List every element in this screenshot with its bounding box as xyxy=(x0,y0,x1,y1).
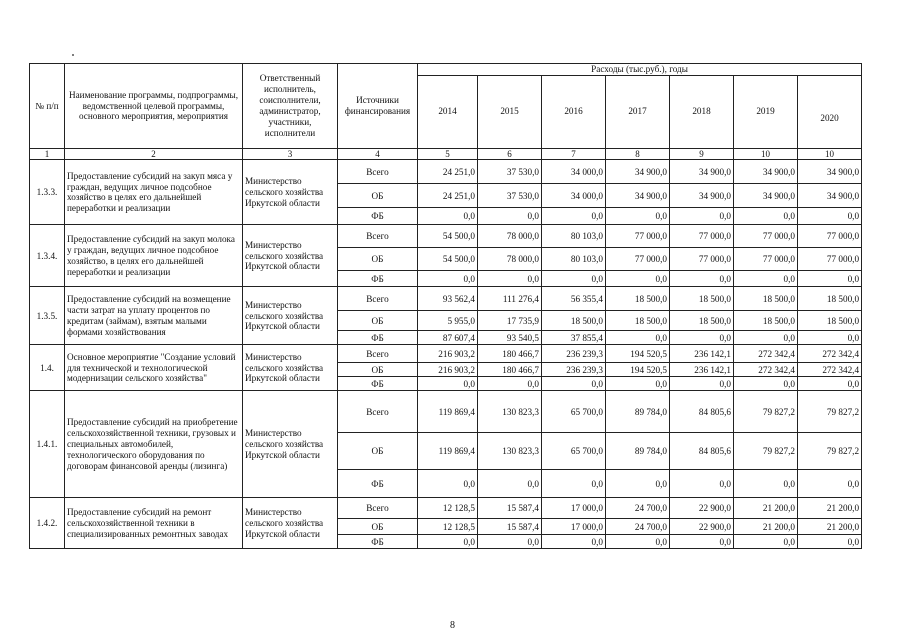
scan-speck xyxy=(72,54,74,56)
amount-cell: 0,0 xyxy=(542,377,606,391)
row-code: 1.4.1. xyxy=(30,391,65,498)
amount-cell: 93 562,4 xyxy=(418,287,478,311)
funding-source: Всего xyxy=(338,225,418,248)
amount-cell: 0,0 xyxy=(670,470,734,498)
funding-source: ФБ xyxy=(338,331,418,345)
header-num: № п/п xyxy=(30,64,65,149)
row-name: Предоставление субсидий на закуп мяса у граждан, ведущих личное подсобное хозяйство в целях его дальнейшей переработки и реализации xyxy=(65,160,243,225)
row-executor: Министерство сельского хозяйства Иркутской области xyxy=(243,160,338,225)
amount-cell: 93 540,5 xyxy=(478,331,542,345)
amount-cell: 236 142,1 xyxy=(670,345,734,363)
amount-cell: 0,0 xyxy=(670,271,734,287)
header-executor: Ответственный исполнитель, соисполнители, администратор, участники, исполнители xyxy=(243,64,338,149)
row-name: Основное мероприятие "Создание условий для технической и технологической модернизации сельского хозяйства" xyxy=(65,345,243,391)
amount-cell: 18 500,0 xyxy=(670,287,734,311)
amount-cell: 80 103,0 xyxy=(542,248,606,271)
amount-cell: 0,0 xyxy=(542,271,606,287)
amount-cell: 34 900,0 xyxy=(734,160,798,184)
amount-cell: 236 239,3 xyxy=(542,345,606,363)
amount-cell: 194 520,5 xyxy=(606,363,670,377)
amount-cell: 21 200,0 xyxy=(734,498,798,519)
amount-cell: 34 900,0 xyxy=(798,184,862,208)
funding-source: ФБ xyxy=(338,535,418,549)
amount-cell: 0,0 xyxy=(418,271,478,287)
funding-source: ФБ xyxy=(338,271,418,287)
amount-cell: 0,0 xyxy=(798,377,862,391)
amount-cell: 24 700,0 xyxy=(606,498,670,519)
amount-cell: 216 903,2 xyxy=(418,345,478,363)
amount-cell: 18 500,0 xyxy=(798,287,862,311)
amount-cell: 119 869,4 xyxy=(418,433,478,470)
funding-source: Всего xyxy=(338,287,418,311)
row-executor: Министерство сельского хозяйства Иркутской области xyxy=(243,498,338,549)
amount-cell: 0,0 xyxy=(418,208,478,225)
row-name: Предоставление субсидий на возмещение части затрат на уплату процентов по кредитам (займам), взятым малыми формами хозяйствования xyxy=(65,287,243,345)
funding-source: ОБ xyxy=(338,184,418,208)
amount-cell: 0,0 xyxy=(734,535,798,549)
amount-cell: 15 587,4 xyxy=(478,498,542,519)
amount-cell: 56 355,4 xyxy=(542,287,606,311)
amount-cell: 79 827,2 xyxy=(798,391,862,433)
amount-cell: 0,0 xyxy=(734,377,798,391)
amount-cell: 17 000,0 xyxy=(542,498,606,519)
funding-source: ОБ xyxy=(338,311,418,331)
amount-cell: 0,0 xyxy=(606,208,670,225)
amount-cell: 0,0 xyxy=(798,331,862,345)
amount-cell: 0,0 xyxy=(734,331,798,345)
amount-cell: 236 142,1 xyxy=(670,363,734,377)
row-name: Предоставление субсидий на ремонт сельскохозяйственной техники в специализированных ремонтных заводах xyxy=(65,498,243,549)
amount-cell: 54 500,0 xyxy=(418,225,478,248)
amount-cell: 54 500,0 xyxy=(418,248,478,271)
header-name: Наименование программы, подпрограммы, ведомственной целевой программы, основного мероприятия, мероприятия xyxy=(65,64,243,149)
header-year: 2018 xyxy=(670,75,734,148)
row-code: 1.3.5. xyxy=(30,287,65,345)
amount-cell: 130 823,3 xyxy=(478,391,542,433)
funding-source: Всего xyxy=(338,391,418,433)
amount-cell: 37 530,0 xyxy=(478,160,542,184)
amount-cell: 77 000,0 xyxy=(734,248,798,271)
table-row xyxy=(30,287,862,311)
amount-cell: 79 827,2 xyxy=(734,391,798,433)
amount-cell: 194 520,5 xyxy=(606,345,670,363)
amount-cell: 37 530,0 xyxy=(478,184,542,208)
row-executor: Министерство сельского хозяйства Иркутской области xyxy=(243,225,338,287)
amount-cell: 21 200,0 xyxy=(734,519,798,535)
amount-cell: 17 735,9 xyxy=(478,311,542,331)
funding-source: Всего xyxy=(338,160,418,184)
column-number: 7 xyxy=(542,148,606,160)
amount-cell: 12 128,5 xyxy=(418,498,478,519)
funding-source: ОБ xyxy=(338,433,418,470)
column-number: 1 xyxy=(30,148,65,160)
table-row xyxy=(30,225,862,248)
amount-cell: 0,0 xyxy=(606,470,670,498)
funding-source: ОБ xyxy=(338,248,418,271)
row-executor: Министерство сельского хозяйства Иркутской области xyxy=(243,345,338,391)
amount-cell: 24 251,0 xyxy=(418,160,478,184)
amount-cell: 272 342,4 xyxy=(734,345,798,363)
amount-cell: 18 500,0 xyxy=(606,311,670,331)
amount-cell: 24 700,0 xyxy=(606,519,670,535)
amount-cell: 80 103,0 xyxy=(542,225,606,248)
funding-source: ФБ xyxy=(338,377,418,391)
column-number: 10 xyxy=(798,148,862,160)
amount-cell: 34 900,0 xyxy=(798,160,862,184)
header-year: 2019 xyxy=(734,75,798,148)
amount-cell: 0,0 xyxy=(670,535,734,549)
amount-cell: 0,0 xyxy=(542,208,606,225)
header-year: 2020 xyxy=(798,75,862,148)
amount-cell: 89 784,0 xyxy=(606,391,670,433)
amount-cell: 0,0 xyxy=(478,470,542,498)
amount-cell: 87 607,4 xyxy=(418,331,478,345)
column-number: 4 xyxy=(338,148,418,160)
amount-cell: 18 500,0 xyxy=(670,311,734,331)
funding-source: ФБ xyxy=(338,208,418,225)
amount-cell: 119 869,4 xyxy=(418,391,478,433)
column-number: 8 xyxy=(606,148,670,160)
row-code: 1.4. xyxy=(30,345,65,391)
amount-cell: 77 000,0 xyxy=(798,225,862,248)
amount-cell: 34 900,0 xyxy=(734,184,798,208)
amount-cell: 236 239,3 xyxy=(542,363,606,377)
row-code: 1.3.4. xyxy=(30,225,65,287)
amount-cell: 0,0 xyxy=(798,535,862,549)
amount-cell: 0,0 xyxy=(542,535,606,549)
amount-cell: 77 000,0 xyxy=(670,225,734,248)
amount-cell: 180 466,7 xyxy=(478,345,542,363)
amount-cell: 111 276,4 xyxy=(478,287,542,311)
column-number: 5 xyxy=(418,148,478,160)
amount-cell: 180 466,7 xyxy=(478,363,542,377)
amount-cell: 0,0 xyxy=(798,271,862,287)
amount-cell: 34 900,0 xyxy=(606,160,670,184)
amount-cell: 65 700,0 xyxy=(542,391,606,433)
amount-cell: 0,0 xyxy=(606,535,670,549)
amount-cell: 84 805,6 xyxy=(670,433,734,470)
amount-cell: 0,0 xyxy=(606,331,670,345)
amount-cell: 0,0 xyxy=(734,271,798,287)
amount-cell: 65 700,0 xyxy=(542,433,606,470)
page-number: 8 xyxy=(450,620,455,631)
row-executor: Министерство сельского хозяйства Иркутской области xyxy=(243,287,338,345)
amount-cell: 21 200,0 xyxy=(798,498,862,519)
column-number: 9 xyxy=(670,148,734,160)
amount-cell: 12 128,5 xyxy=(418,519,478,535)
column-number: 6 xyxy=(478,148,542,160)
amount-cell: 22 900,0 xyxy=(670,519,734,535)
amount-cell: 0,0 xyxy=(478,535,542,549)
amount-cell: 0,0 xyxy=(670,377,734,391)
header-row-1 xyxy=(30,64,862,76)
amount-cell: 0,0 xyxy=(418,377,478,391)
amount-cell: 79 827,2 xyxy=(798,433,862,470)
amount-cell: 78 000,0 xyxy=(478,225,542,248)
funding-source: Всего xyxy=(338,345,418,363)
funding-source: ОБ xyxy=(338,363,418,377)
amount-cell: 0,0 xyxy=(798,470,862,498)
amount-cell: 0,0 xyxy=(606,377,670,391)
table-row xyxy=(30,391,862,433)
header-year: 2015 xyxy=(478,75,542,148)
amount-cell: 272 342,4 xyxy=(798,345,862,363)
row-code: 1.4.2. xyxy=(30,498,65,549)
amount-cell: 0,0 xyxy=(418,535,478,549)
amount-cell: 272 342,4 xyxy=(798,363,862,377)
amount-cell: 34 900,0 xyxy=(670,160,734,184)
amount-cell: 0,0 xyxy=(542,470,606,498)
amount-cell: 272 342,4 xyxy=(734,363,798,377)
amount-cell: 18 500,0 xyxy=(798,311,862,331)
amount-cell: 17 000,0 xyxy=(542,519,606,535)
row-code: 1.3.3. xyxy=(30,160,65,225)
amount-cell: 77 000,0 xyxy=(606,225,670,248)
amount-cell: 18 500,0 xyxy=(542,311,606,331)
amount-cell: 89 784,0 xyxy=(606,433,670,470)
amount-cell: 37 855,4 xyxy=(542,331,606,345)
column-number: 2 xyxy=(65,148,243,160)
amount-cell: 0,0 xyxy=(734,470,798,498)
header-expenses: Расходы (тыс.руб.), годы xyxy=(418,64,862,76)
amount-cell: 0,0 xyxy=(478,377,542,391)
amount-cell: 34 900,0 xyxy=(670,184,734,208)
amount-cell: 21 200,0 xyxy=(798,519,862,535)
row-executor: Министерство сельского хозяйства Иркутской области xyxy=(243,391,338,498)
expenditure-table xyxy=(29,63,862,549)
column-number: 10 xyxy=(734,148,798,160)
amount-cell: 18 500,0 xyxy=(734,311,798,331)
header-year: 2017 xyxy=(606,75,670,148)
amount-cell: 18 500,0 xyxy=(606,287,670,311)
amount-cell: 77 000,0 xyxy=(734,225,798,248)
funding-source: ФБ xyxy=(338,470,418,498)
table-row xyxy=(30,160,862,184)
amount-cell: 78 000,0 xyxy=(478,248,542,271)
amount-cell: 34 000,0 xyxy=(542,160,606,184)
header-year: 2014 xyxy=(418,75,478,148)
funding-source: ОБ xyxy=(338,519,418,535)
table-row xyxy=(30,498,862,519)
amount-cell: 15 587,4 xyxy=(478,519,542,535)
header-year: 2016 xyxy=(542,75,606,148)
header-source: Источники финансирования xyxy=(338,64,418,149)
amount-cell: 0,0 xyxy=(606,271,670,287)
amount-cell: 130 823,3 xyxy=(478,433,542,470)
row-name: Предоставление субсидий на закуп молока у граждан, ведущих личное подсобное хозяйство, в целях его дальнейшей переработки и реализации xyxy=(65,225,243,287)
amount-cell: 0,0 xyxy=(670,208,734,225)
amount-cell: 216 903,2 xyxy=(418,363,478,377)
amount-cell: 5 955,0 xyxy=(418,311,478,331)
amount-cell: 0,0 xyxy=(670,331,734,345)
amount-cell: 79 827,2 xyxy=(734,433,798,470)
amount-cell: 34 000,0 xyxy=(542,184,606,208)
column-number: 3 xyxy=(243,148,338,160)
amount-cell: 84 805,6 xyxy=(670,391,734,433)
amount-cell: 0,0 xyxy=(734,208,798,225)
amount-cell: 0,0 xyxy=(418,470,478,498)
row-name: Предоставление субсидий на приобретение сельскохозяйственной техники, грузовых и специальных автомобилей, технологического оборудования по договорам финансовой аренды (лизинга) xyxy=(65,391,243,498)
column-number-row xyxy=(30,148,862,160)
amount-cell: 0,0 xyxy=(478,208,542,225)
amount-cell: 34 900,0 xyxy=(606,184,670,208)
funding-source: Всего xyxy=(338,498,418,519)
amount-cell: 0,0 xyxy=(798,208,862,225)
amount-cell: 18 500,0 xyxy=(734,287,798,311)
amount-cell: 77 000,0 xyxy=(670,248,734,271)
amount-cell: 77 000,0 xyxy=(798,248,862,271)
table-row xyxy=(30,345,862,363)
amount-cell: 0,0 xyxy=(478,271,542,287)
amount-cell: 22 900,0 xyxy=(670,498,734,519)
amount-cell: 77 000,0 xyxy=(606,248,670,271)
amount-cell: 24 251,0 xyxy=(418,184,478,208)
